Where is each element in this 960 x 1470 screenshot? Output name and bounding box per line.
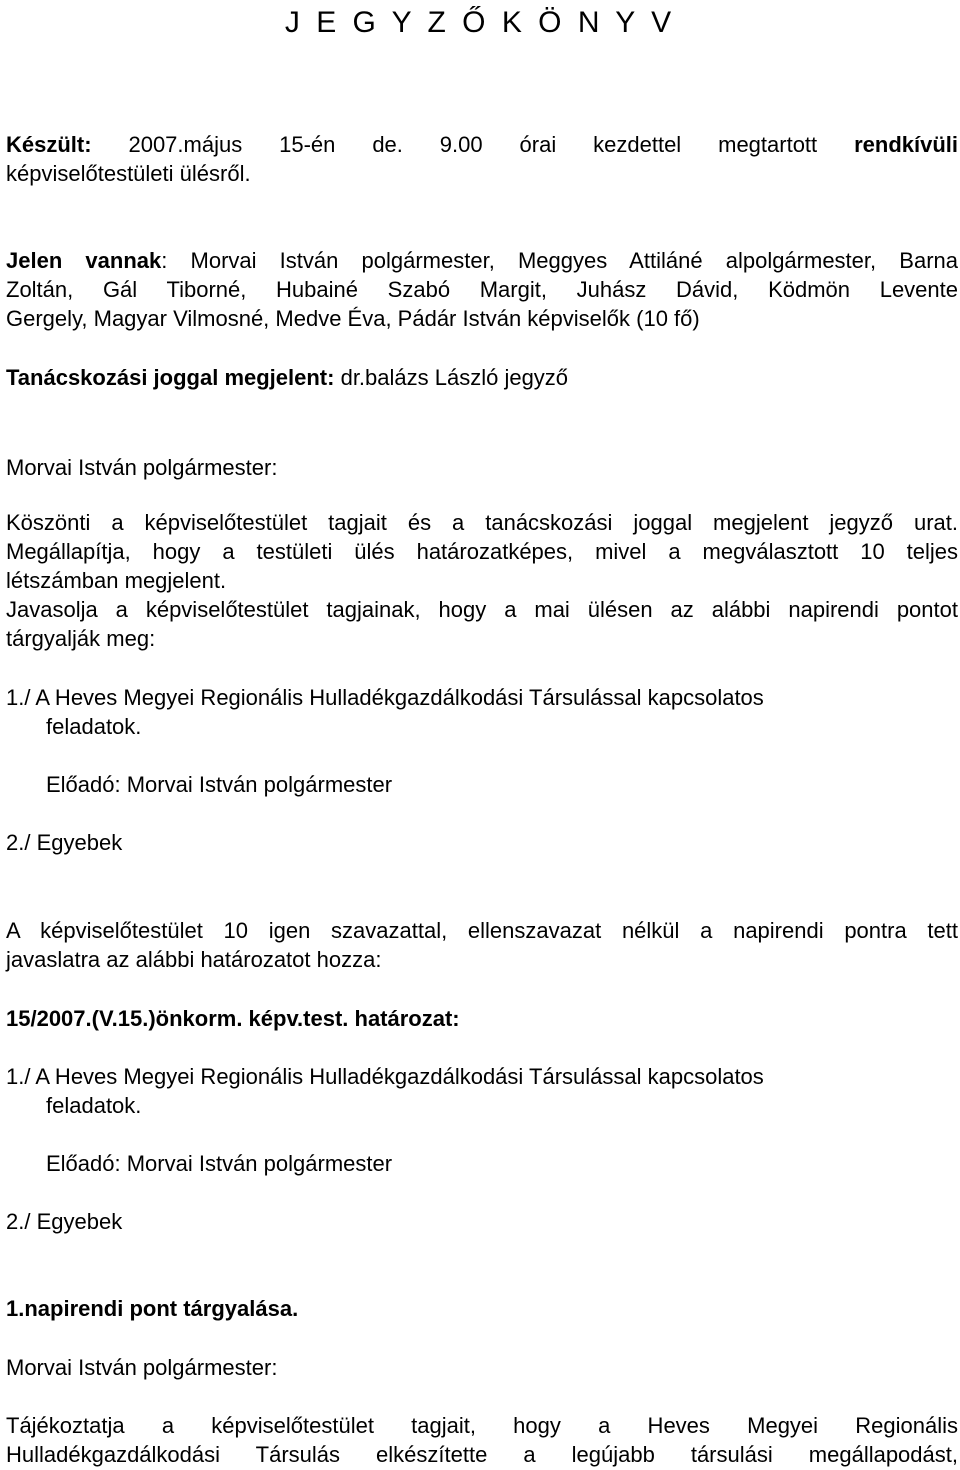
agenda2-item1-line-2: feladatok. <box>46 1093 142 1118</box>
agenda1-item2 <box>6 828 958 857</box>
information-section <box>6 1411 958 1469</box>
keszult-section <box>6 130 958 188</box>
agenda2-egyebek: 2./ Egyebek <box>6 1209 123 1234</box>
document-title: J E G Y Z Ő K Ö N Y V <box>284 6 676 39</box>
speaker-heading-1 <box>6 453 958 482</box>
greeting-line-2: Megállapítja, hogy a testületi ülés határozatképes, mivel a megválasztott 10 teljes <box>6 539 958 564</box>
agenda1-eloado: Előadó: Morvai István polgármester <box>46 772 393 797</box>
resolution-number: 15/2007.(V.15.)önkorm. képv.test. határozat: <box>6 1006 460 1031</box>
speaker-2: Morvai István polgármester: <box>6 1355 278 1380</box>
agenda1-item1-line-1: 1./ A Heves Megyei Regionális Hulladékgazdálkodási Társulással kapcsolatos <box>6 685 764 710</box>
attendees-line-1 <box>6 246 958 275</box>
agenda2-eloado: Előadó: Morvai István polgármester <box>46 1151 393 1176</box>
keszult-label: Készült: <box>6 132 92 157</box>
advisory-label: Tanácskozási joggal megjelent: <box>6 365 341 390</box>
greeting-line-3: létszámban megjelent. <box>6 568 227 593</box>
attendees-label: Jelen vannak <box>6 248 162 273</box>
keszult-line-1 <box>6 130 958 159</box>
vote-line-1: A képviselőtestület 10 igen szavazattal, ellenszavazat nélkül a napirendi pontra tett <box>6 918 958 943</box>
greeting-section <box>6 508 958 653</box>
keszult-rendkivuli: rendkívüli <box>854 132 958 157</box>
napirend-1-title: 1.napirendi pont tárgyalása. <box>6 1296 299 1321</box>
agenda2-item1-line-1: 1./ A Heves Megyei Regionális Hulladékgazdálkodási Társulással kapcsolatos <box>6 1064 764 1089</box>
attendees-line-3: Gergely, Magyar Vilmosné, Medve Éva, Pádár István képviselők (10 fő) <box>6 306 700 331</box>
speaker-1: Morvai István polgármester: <box>6 455 278 480</box>
advisory-text: dr.balázs László jegyző <box>340 365 569 390</box>
attendees-section <box>6 246 958 333</box>
vote-section <box>6 916 958 974</box>
agenda1-egyebek: 2./ Egyebek <box>6 830 123 855</box>
advisory-section <box>6 363 958 392</box>
keszult-line-2: képviselőtestületi ülésről. <box>6 161 251 186</box>
attendees-text-1: : Morvai István polgármester, Meggyes Attiláné alpolgármester, Barna <box>161 248 958 273</box>
agenda-list-1 <box>6 683 958 741</box>
agenda1-presenter <box>6 770 958 799</box>
agenda-list-2 <box>6 1062 958 1120</box>
vote-line-2: javaslatra az alábbi határozatot hozza: <box>6 947 382 972</box>
agenda-point-heading <box>6 1294 958 1323</box>
speaker-heading-2 <box>6 1353 958 1382</box>
greeting-line-4: Javasolja a képviselőtestület tagjainak, hogy a mai ülésen az alábbi napirendi pontot <box>6 597 958 622</box>
information-line-2: Hulladékgazdálkodási Társulás elkészítette a legújabb társulási megállapodást, <box>6 1442 958 1467</box>
agenda1-item1-line-2: feladatok. <box>46 714 142 739</box>
resolution-heading <box>6 1004 958 1033</box>
greeting-line-1: Köszönti a képviselőtestület tagjait és a tanácskozási joggal megjelent jegyző urat. <box>6 510 958 535</box>
attendees-line-2: Zoltán, Gál Tiborné, Hubainé Szabó Margit, Juhász Dávid, Ködmön Levente <box>6 277 958 302</box>
agenda2-presenter <box>6 1149 958 1178</box>
agenda2-item2 <box>6 1207 958 1236</box>
keszult-text: 2007.május 15-én de. 9.00 órai kezdettel megtartott <box>91 132 855 157</box>
greeting-line-5: tárgyalják meg: <box>6 626 156 651</box>
information-line-1: Tájékoztatja a képviselőtestület tagjait, hogy a Heves Megyei Regionális <box>6 1413 958 1438</box>
